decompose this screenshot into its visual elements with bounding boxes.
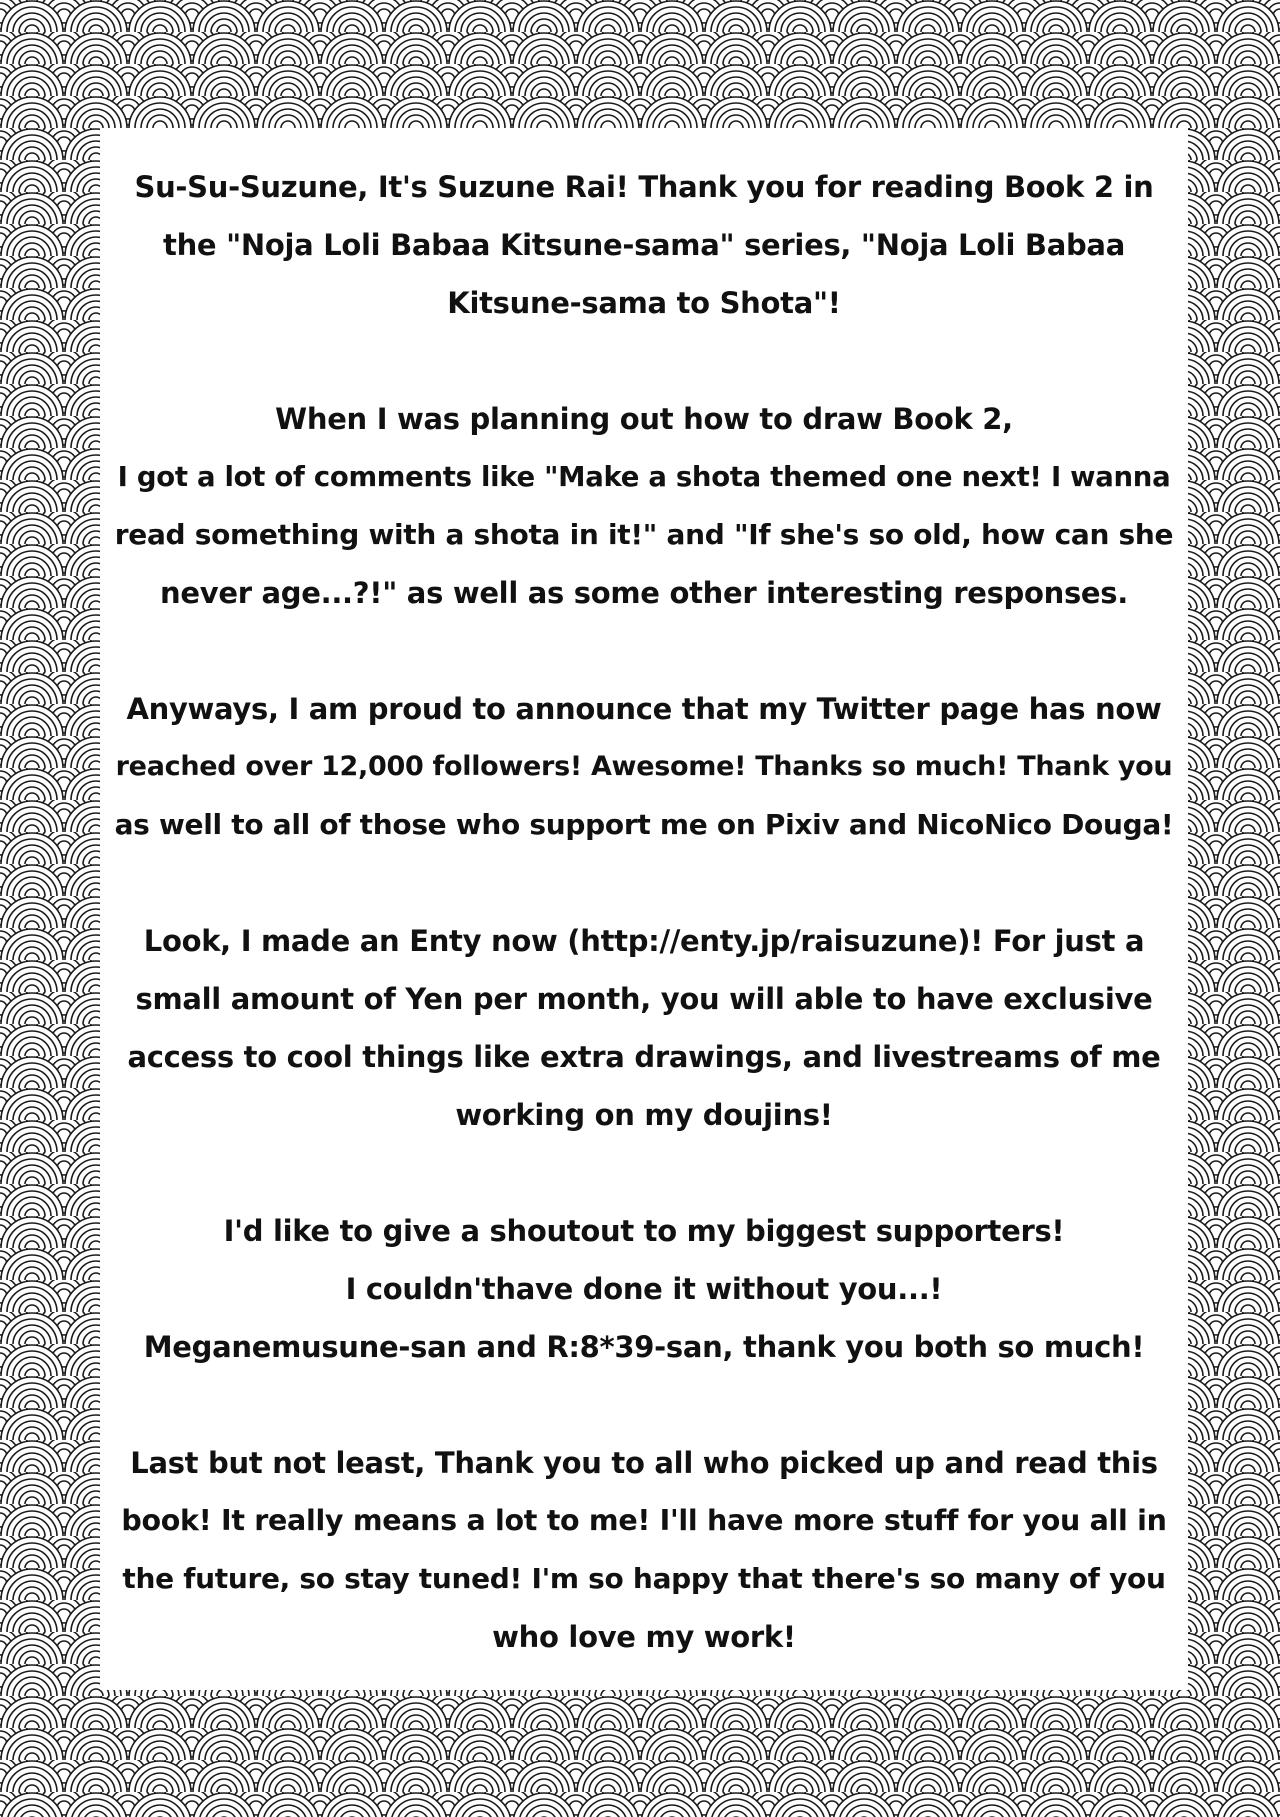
text-line: read something with a shota in it!" and "If she's so old, how can she [114,518,1174,551]
text-line: never age...?!" as well as some other interesting responses. [160,576,1128,610]
text-line: as well to all of those who support me on Pixiv and NicoNico Douga! [114,808,1174,841]
text-line: small amount of Yen per month, you will able to have exclusive [135,982,1153,1016]
text-line: Anyways, I am proud to announce that my Twitter page has now [126,692,1162,726]
text-line: who love my work! [492,1620,796,1654]
text-line: working on my doujins! [455,1098,833,1132]
afterword-paragraph-1 [100,158,1188,332]
text-line: I got a lot of comments like "Make a shota themed one next! I wanna [117,461,1171,493]
message-panel-text [100,128,1188,1690]
text-line: the "Noja Loli Babaa Kitsune-sama" series, "Noja Loli Babaa [163,228,1125,262]
afterword-paragraph-6 [100,1434,1188,1666]
text-line: Meganemusune-san and R:8*39-san, thank you both so much! [143,1330,1145,1364]
text-line: I'd like to give a shoutout to my biggest supporters! [223,1214,1065,1248]
afterword-paragraph-4 [100,912,1188,1144]
text-line: reached over 12,000 followers! Awesome! Thanks so much! Thank you [115,751,1173,782]
afterword-paragraph-2 [100,390,1188,622]
text-line: the future, so stay tuned! I'm so happy that there's so many of you [122,1562,1166,1595]
text-line: access to cool things like extra drawings, and livestreams of me [127,1040,1161,1074]
text-line: Kitsune-sama to Shota"! [447,286,841,320]
afterword-paragraph-5 [100,1202,1188,1376]
text-line: Su-Su-Suzune, It's Suzune Rai! Thank you for reading Book 2 in [134,170,1154,204]
afterword-paragraph-3 [100,680,1188,854]
text-line: book! It really means a lot to me! I'll have more stuff for you all in [121,1504,1167,1537]
text-line: Last but not least, Thank you to all who picked up and read this [130,1446,1158,1480]
text-line: I couldn'thave done it without you...! [345,1272,943,1306]
text-line: Look, I made an Enty now (http://enty.jp/raisuzune)! For just a [143,924,1145,958]
text-line: When I was planning out how to draw Book 2, [275,402,1013,436]
